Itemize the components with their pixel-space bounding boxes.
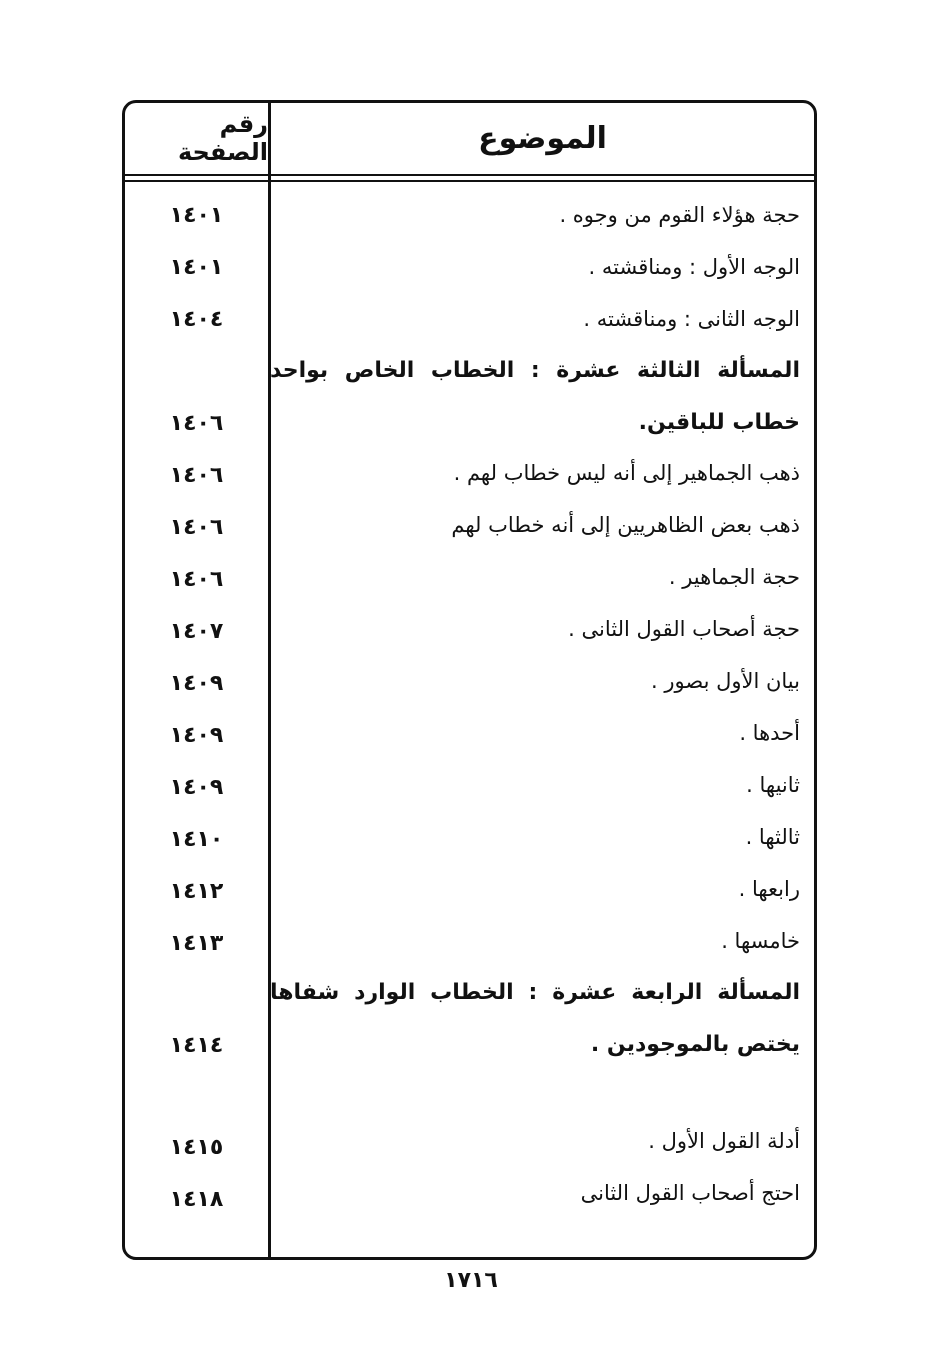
page-number: ١٤٠٩ xyxy=(169,723,224,748)
page-number: ١٤١٢ xyxy=(169,879,224,904)
topic-text: حجة الجماهير . xyxy=(668,565,800,589)
page-number: ١٤٠٦ xyxy=(169,411,224,436)
topic-text: حجة هؤلاء القوم من وجوه . xyxy=(559,203,800,227)
index-table xyxy=(122,100,817,1260)
topic-text: الوجه الثانى : ومناقشته . xyxy=(583,307,800,331)
page-number: ١٤١٥ xyxy=(169,1135,224,1160)
topic-text: أحدها . xyxy=(739,721,800,745)
page-number: ١٤٠٩ xyxy=(169,775,224,800)
page-number: ١٤١٤ xyxy=(169,1033,224,1058)
page-number: ١٤٠١ xyxy=(169,203,224,228)
topic-text: الوجه الأول : ومناقشته . xyxy=(588,255,800,279)
topic-text: رابعها . xyxy=(738,877,800,901)
topic-text: ذهب بعض الظاهريين إلى أنه خطاب لهم xyxy=(451,513,800,537)
page-footer-number: ١٧١٦ xyxy=(444,1268,498,1293)
page-number: ١٤٠٤ xyxy=(169,307,224,332)
topic-text: بيان الأول بصور . xyxy=(651,669,800,693)
page-number: ١٤٠١ xyxy=(169,255,224,280)
topic-text: أدلة القول الأول . xyxy=(648,1129,800,1153)
topic-text: احتج أصحاب القول الثانى xyxy=(580,1181,800,1205)
page-number: ١٤٠٧ xyxy=(169,619,224,644)
column-header-page-number: رقم الصفحة xyxy=(177,110,268,166)
topic-heading: المسألة الثالثة عشرة : الخطاب الخاص بواحد خطاب للباقين. xyxy=(270,358,800,435)
topic-text: خامسها . xyxy=(721,929,800,953)
page-number: ١٤١٠ xyxy=(169,827,224,852)
topic-text: ثانيها . xyxy=(746,773,800,797)
header-divider xyxy=(125,174,814,182)
page-number: ١٤١٨ xyxy=(169,1187,224,1212)
topic-heading: المسألة الرابعة عشرة : الخطاب الوارد شفاها يختص بالموجودين . xyxy=(270,980,800,1057)
topic-text: ثالثها . xyxy=(745,825,800,849)
page-number: ١٤٠٦ xyxy=(169,515,224,540)
page-number: ١٤٠٩ xyxy=(169,671,224,696)
topic-text: حجة أصحاب القول الثانى . xyxy=(568,617,800,641)
column-header-topic: الموضوع xyxy=(478,120,607,156)
page-number: ١٤٠٦ xyxy=(169,463,224,488)
topic-text: ذهب الجماهير إلى أنه ليس خطاب لهم . xyxy=(453,461,800,485)
page-number: ١٤٠٦ xyxy=(169,567,224,592)
page-number: ١٤١٣ xyxy=(169,931,224,956)
